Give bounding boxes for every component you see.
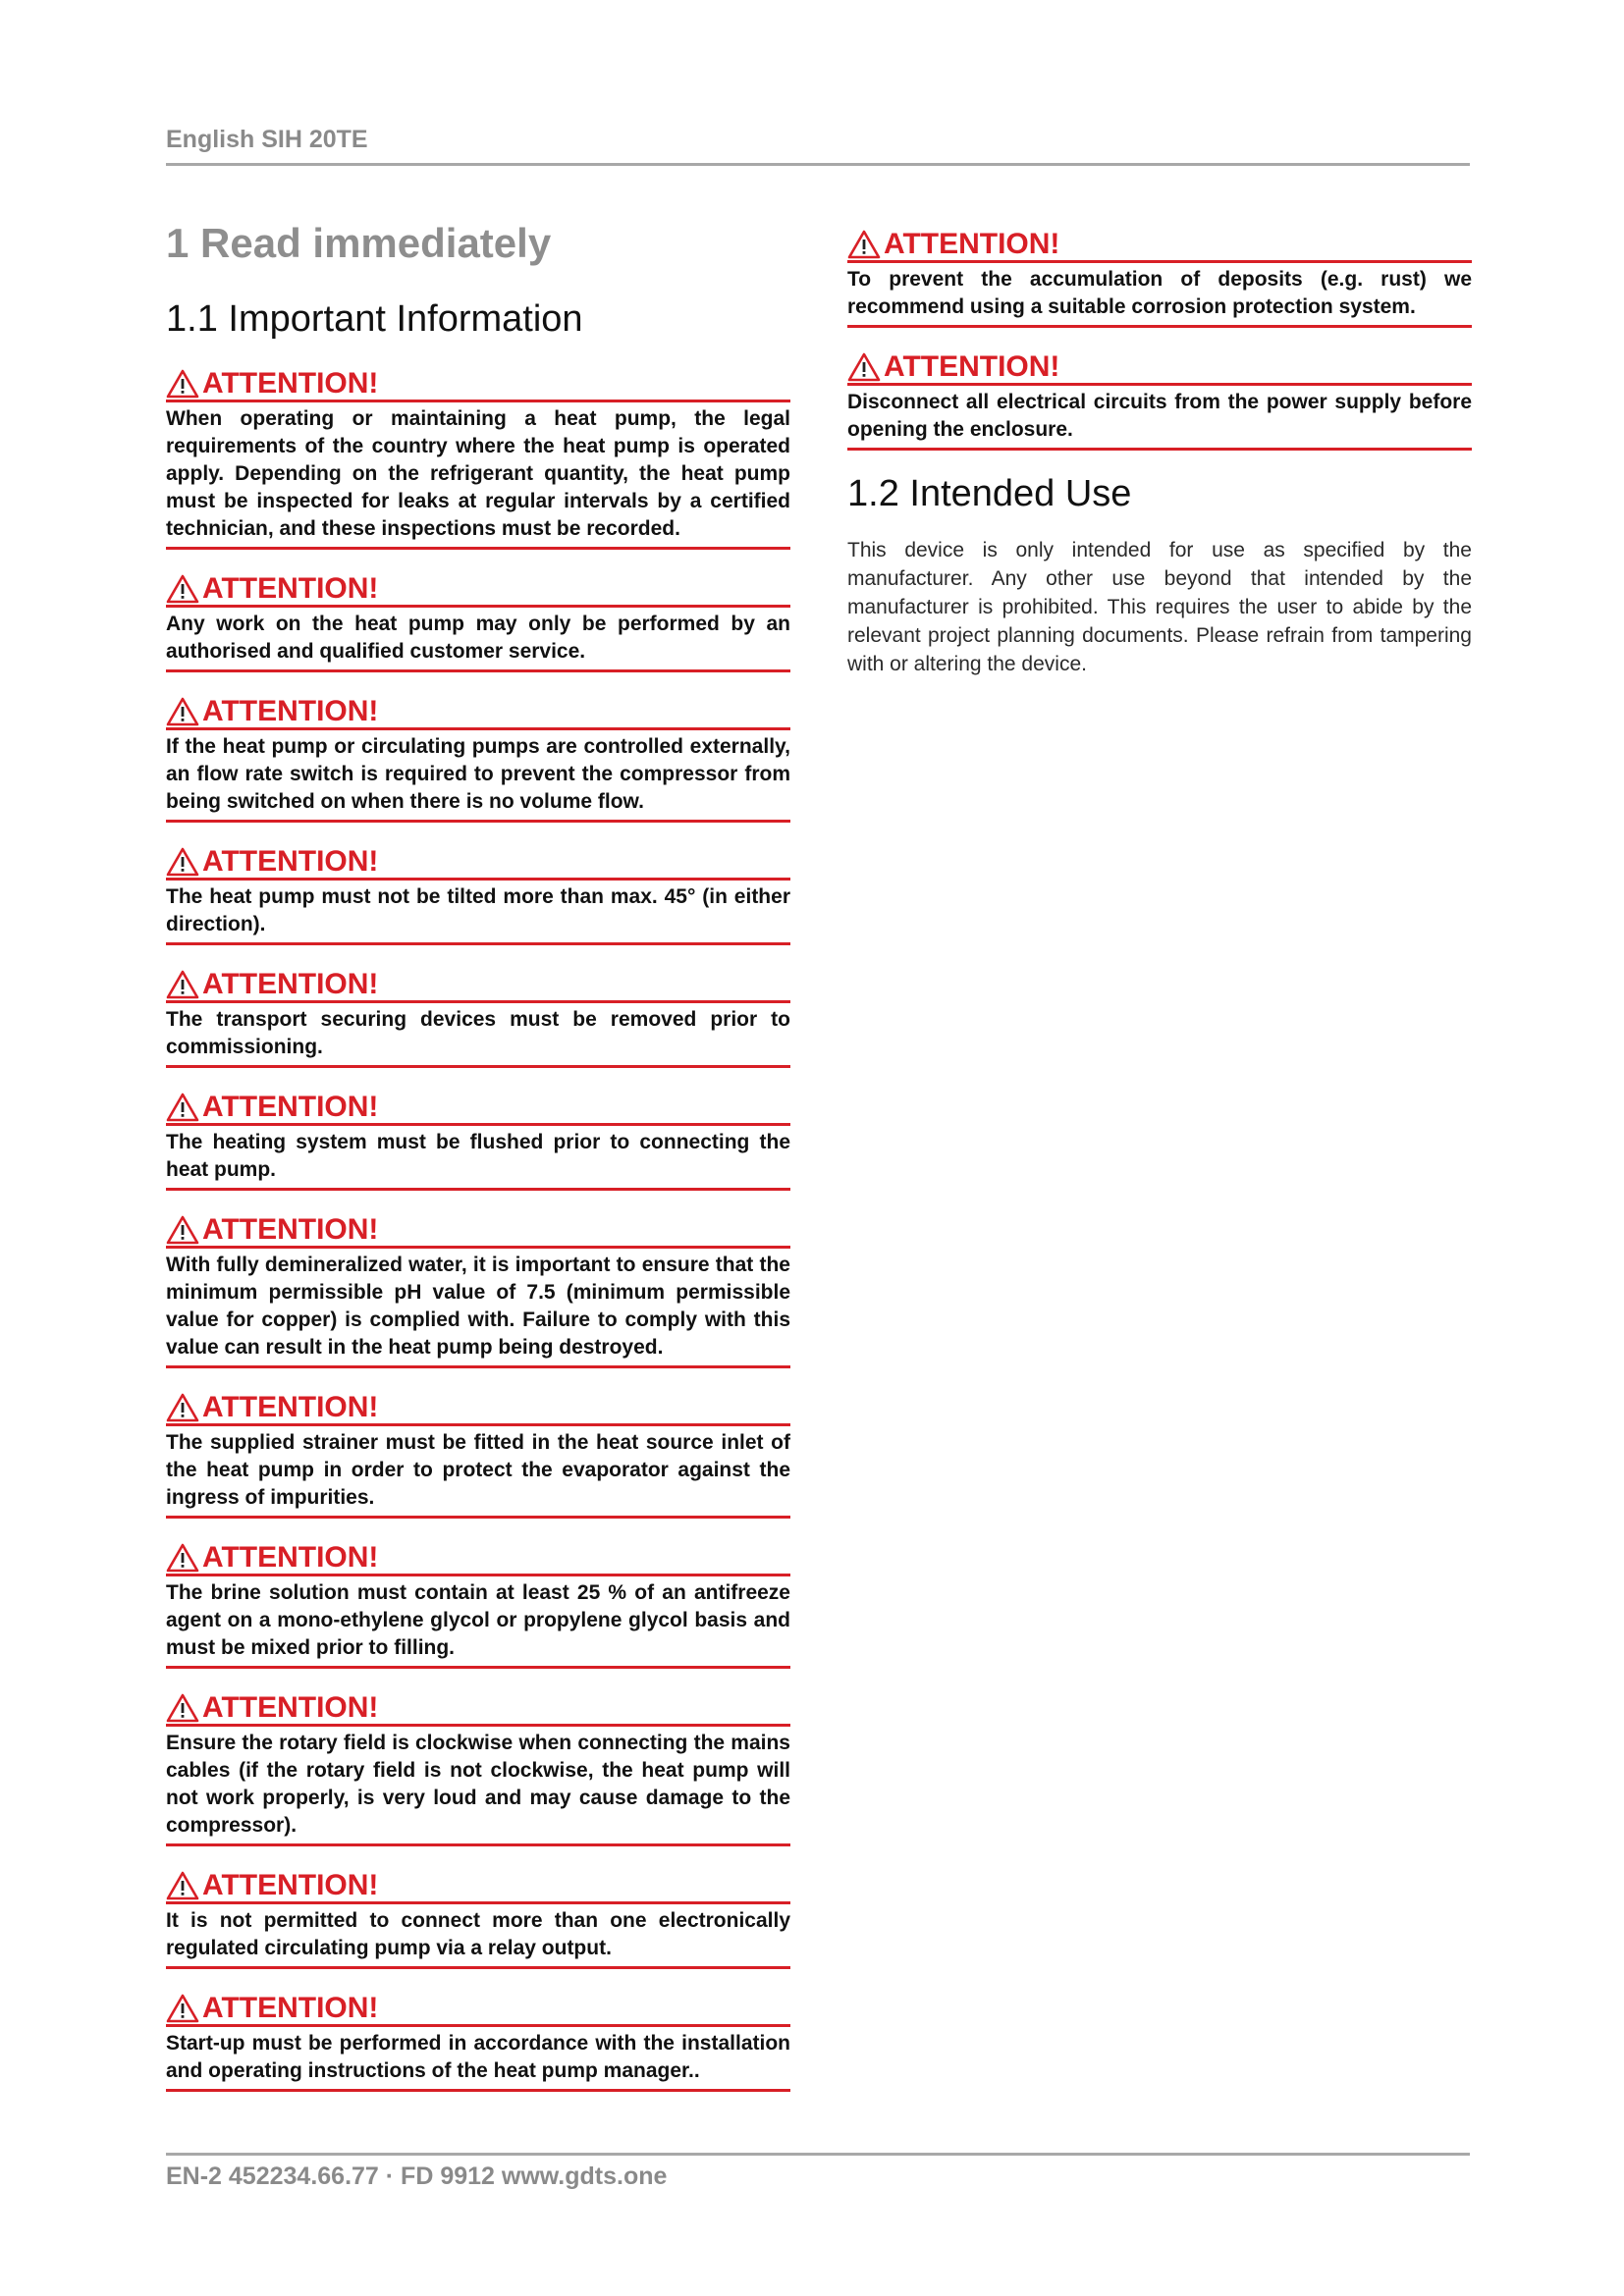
warning-label: ATTENTION!: [202, 1391, 379, 1423]
section-title-intended-use: 1.2 Intended Use: [847, 473, 1132, 514]
warning-rule-top: [166, 1423, 790, 1426]
warning-text: The supplied strainer must be fitted in the heat source inlet of the heat pump in order to protect the evaporator against the ingress of impurities.: [166, 1431, 790, 1509]
warning-label: ATTENTION!: [884, 350, 1060, 383]
warning-block: [166, 1539, 790, 1669]
warning-triangle-icon: [166, 970, 199, 999]
warning-block: [166, 693, 790, 823]
warning-triangle-icon: [166, 1215, 199, 1245]
warning-triangle-icon: [166, 1093, 199, 1122]
warning-block: [166, 843, 790, 945]
warning-block: [166, 966, 790, 1068]
warning-block: [166, 570, 790, 672]
warning-block: [166, 1389, 790, 1519]
warning-triangle-icon: [847, 352, 881, 382]
warning-text: The heating system must be flushed prior to connecting the heat pump.: [166, 1131, 790, 1181]
warning-heading: [166, 966, 790, 999]
warning-rule-top: [166, 1901, 790, 1904]
page-header: English SIH 20TE: [166, 126, 368, 153]
warning-text: With fully demineralized water, it is important to ensure that the minimum permissible pH value of 7.5 (minimum permissible value for copper) is complied with. Failure to comply with this value can result in the heat pump being destroyed.: [166, 1254, 790, 1359]
footer-divider: [166, 2153, 1470, 2156]
warning-heading: [166, 1539, 790, 1573]
warning-rule-bottom: [847, 448, 1472, 451]
warning-block: [166, 365, 790, 550]
warning-heading: [166, 570, 790, 604]
warning-rule-bottom: [166, 942, 790, 945]
warning-heading: [166, 843, 790, 877]
warning-text: To prevent the accumulation of deposits (e.g. rust) we recommend using a suitable corrosion protection system.: [847, 268, 1472, 318]
warning-label: ATTENTION!: [884, 228, 1060, 260]
warning-triangle-icon: [166, 847, 199, 877]
warning-block: [166, 1211, 790, 1368]
warning-label: ATTENTION!: [202, 1691, 379, 1724]
warning-block: [166, 1990, 790, 2092]
warning-rule-bottom: [166, 2089, 790, 2092]
warning-label: ATTENTION!: [202, 695, 379, 727]
warning-rule-bottom: [166, 1516, 790, 1519]
warning-triangle-icon: [166, 1871, 199, 1900]
warning-triangle-icon: [166, 1693, 199, 1723]
warning-label: ATTENTION!: [202, 968, 379, 1000]
warning-label: ATTENTION!: [202, 1213, 379, 1246]
warning-heading: [847, 226, 1472, 259]
section-title-important-information: 1.1 Important Information: [166, 298, 583, 340]
warning-heading: [166, 365, 790, 399]
warning-rule-bottom: [166, 820, 790, 823]
warning-rule-bottom: [166, 1365, 790, 1368]
warning-heading: [166, 1389, 790, 1422]
warning-label: ATTENTION!: [202, 1541, 379, 1574]
warning-heading: [166, 1211, 790, 1245]
warning-rule-top: [166, 1123, 790, 1126]
warning-rule-bottom: [166, 547, 790, 550]
warning-rule-bottom: [166, 1966, 790, 1969]
warning-block: [847, 348, 1472, 451]
warning-heading: [166, 1689, 790, 1723]
warning-block: [166, 1689, 790, 1846]
warning-rule-top: [166, 2024, 790, 2027]
warning-text: If the heat pump or circulating pumps are controlled externally, an flow rate switch is required to prevent the compressor from being switched on when there is no volume flow.: [166, 735, 790, 813]
warning-triangle-icon: [166, 1994, 199, 2023]
warning-rule-top: [166, 727, 790, 730]
warning-triangle-icon: [166, 697, 199, 726]
warning-list-right: [847, 226, 1472, 451]
warning-label: ATTENTION!: [202, 367, 379, 400]
header-divider: [166, 163, 1470, 166]
warning-text: Any work on the heat pump may only be performed by an authorised and qualified customer service.: [166, 613, 790, 663]
warning-rule-top: [166, 605, 790, 608]
warning-label: ATTENTION!: [202, 572, 379, 605]
warning-text: Disconnect all electrical circuits from the power supply before opening the enclosure.: [847, 391, 1472, 441]
warning-triangle-icon: [847, 230, 881, 259]
warning-rule-bottom: [166, 1065, 790, 1068]
warning-triangle-icon: [166, 574, 199, 604]
intended-use-text: This device is only intended for use as specified by the manufacturer. Any other use beyond that intended by the manufacturer is prohibited. This requires the user to abide by the relevant project planning documents. Please refrain from tampering with or altering the device.: [847, 539, 1472, 675]
warning-block: [166, 1089, 790, 1191]
warning-rule-top: [166, 400, 790, 402]
warning-label: ATTENTION!: [202, 1869, 379, 1901]
warning-block: [166, 1867, 790, 1969]
warning-rule-bottom: [166, 1188, 790, 1191]
warning-triangle-icon: [166, 1393, 199, 1422]
warning-list-left: [166, 365, 790, 2092]
warning-rule-top: [166, 878, 790, 881]
warning-rule-top: [847, 260, 1472, 263]
warning-label: ATTENTION!: [202, 1091, 379, 1123]
warning-text: When operating or maintaining a heat pump, the legal requirements of the country where the heat pump is operated apply. Depending on the refrigerant quantity, the heat pump must be inspected for leaks at regular intervals by a certified technician, and these inspections must be recorded.: [166, 407, 790, 540]
warning-rule-top: [166, 1246, 790, 1249]
page-footer: EN-2 452234.66.77 · FD 9912 www.gdts.one: [166, 2163, 668, 2190]
warning-rule-bottom: [166, 1843, 790, 1846]
warning-heading: [166, 1990, 790, 2023]
chapter-title: 1 Read immediately: [166, 220, 552, 266]
left-column: [166, 218, 790, 2112]
warning-block: [847, 226, 1472, 328]
warning-rule-bottom: [166, 669, 790, 672]
warning-rule-bottom: [166, 1666, 790, 1669]
warning-rule-top: [847, 383, 1472, 386]
warning-text: The heat pump must not be tilted more than max. 45° (in either direction).: [166, 885, 790, 935]
warning-text: It is not permitted to connect more than one electronically regulated circulating pump via a relay output.: [166, 1909, 790, 1959]
warning-text: Start-up must be performed in accordance with the installation and operating instructions of the heat pump manager..: [166, 2032, 790, 2082]
warning-heading: [166, 1089, 790, 1122]
warning-text: The brine solution must contain at least 25 % of an antifreeze agent on a mono-ethylene glycol or propylene glycol basis and must be mixed prior to filling.: [166, 1581, 790, 1659]
warning-text: Ensure the rotary field is clockwise when connecting the mains cables (if the rotary field is not clockwise, the heat pump will not work properly, is very loud and may cause damage to the compressor).: [166, 1732, 790, 1837]
warning-heading: [166, 1867, 790, 1900]
warning-rule-top: [166, 1724, 790, 1727]
warning-heading: [847, 348, 1472, 382]
warning-label: ATTENTION!: [202, 845, 379, 878]
warning-triangle-icon: [166, 369, 199, 399]
warning-label: ATTENTION!: [202, 1992, 379, 2024]
warning-heading: [166, 693, 790, 726]
warning-triangle-icon: [166, 1543, 199, 1573]
warning-text: The transport securing devices must be removed prior to commissioning.: [166, 1008, 790, 1058]
warning-rule-top: [166, 1000, 790, 1003]
warning-rule-top: [166, 1574, 790, 1576]
right-column: [847, 226, 1472, 678]
warning-rule-bottom: [847, 325, 1472, 328]
